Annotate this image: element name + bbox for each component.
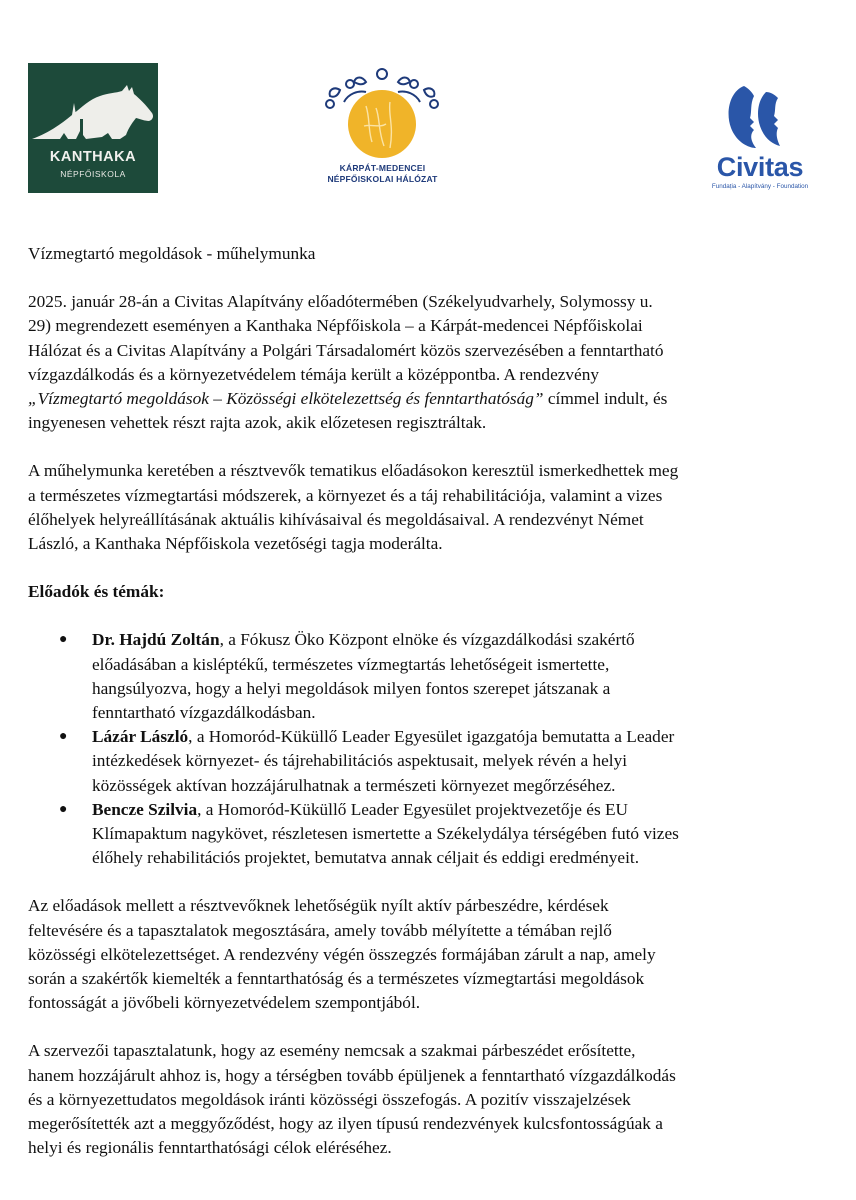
civitas-faces-icon [700, 82, 820, 152]
intro-line: 2025. január 28-án a Civitas Alapítvány előadótermében (Székelyudvarhely, Solymossy u. [28, 292, 653, 312]
closing-line: és a környezettudatos megoldások iránti közösségi összefogás. A pozitív visszajelzések [28, 1089, 631, 1109]
civitas-name: Civitas [716, 152, 804, 182]
speaker-role: , a Fókusz Öko Központ elnöke és vízgazdálkodási szakértő [219, 630, 635, 650]
speaker-first-line [92, 628, 828, 652]
speaker-item [28, 725, 828, 798]
intro-paragraph [28, 290, 828, 435]
intro-line: 29) megrendezett eseményen a Kanthaka Népfőiskola – a Kárpát-medencei Népfőiskolai [28, 316, 643, 336]
civitas-tagline: Fundația - Alapítvány - Foundation [711, 183, 809, 190]
speaker-first-line [92, 798, 828, 822]
workshop-paragraph [28, 459, 828, 556]
speaker-line: intézkedések környezet- és tájrehabilitációs aspektusait, melyek révén a helyi [92, 751, 628, 771]
intro-line [28, 387, 828, 411]
speaker-line: közösségek aktívan hozzájárulhatnak a természeti környezet megőrzéséhez. [92, 775, 616, 795]
discussion-line: Az előadások mellett a résztvevőknek lehetőségük nyílt aktív párbeszédre, kérdések [28, 896, 609, 916]
closing-line: helyi és regionális fenntarthatósági célok eléréséhez. [28, 1138, 392, 1158]
speaker-first-line [92, 725, 828, 749]
civitas-logo [700, 82, 820, 197]
karpat-line2: NÉPFŐISKOLAI HÁLÓZAT [327, 174, 438, 184]
speaker-item [28, 798, 828, 871]
speaker-line: hangsúlyozva, hogy a helyi megoldások milyen fontos szerepet játszanak a [92, 678, 611, 698]
event-title-quote: „Vízmegtartó megoldások – Közösségi elkötelezettség és fenntarthatóság” [28, 389, 544, 409]
closing-line: A szervezői tapasztalatunk, hogy az esemény nemcsak a szakmai párbeszédet erősítette, [28, 1041, 636, 1061]
discussion-line: közösségi elkötelezettséget. A rendezvény végén összegzés formájában zárult a nap, amely [28, 944, 656, 964]
speakers-list [28, 628, 828, 870]
karpat-line1: KÁRPÁT-MEDENCEI [339, 163, 426, 173]
intro-line: ingyenesen vehettek részt rajta azok, akik előzetesen regisztráltak. [28, 413, 487, 433]
speaker-line: előadásában a kisléptékű, természetes vízmegtartás lehetőségeit ismertette, [92, 654, 610, 674]
intro-line: Hálózat és a Civitas Alapítvány a Polgári Társadalomért közös szervezésében a fenntartható [28, 340, 664, 360]
kanthaka-subtitle: NÉPFŐISKOLA [60, 169, 126, 179]
karpat-medencei-logo [310, 62, 455, 192]
discussion-paragraph [28, 894, 828, 1015]
speaker-name: Bencze Szilvia [92, 799, 198, 819]
intro-after-quote: címmel indult, és [543, 389, 668, 409]
speaker-name: Dr. Hajdú Zoltán [92, 630, 220, 650]
speaker-role: , a Homoród-Küküllő Leader Egyesület projektvezetője és EU [197, 799, 629, 819]
bullet-icon: ● [59, 801, 68, 817]
speaker-line: fenntartható vízgazdálkodásban. [92, 703, 316, 723]
document-title: Vízmegtartó megoldások - műhelymunka [28, 244, 316, 263]
closing-line: hanem hozzájárult ahhoz is, hogy a térségben tovább épüljenek a fenntartható vízgazdálkodás [28, 1065, 676, 1085]
workshop-line: László, a Kanthaka Népfőiskola vezetőségi tagja moderálta. [28, 534, 443, 554]
kanthaka-name: KANTHAKA [49, 149, 137, 165]
bullet-icon: ● [59, 729, 68, 745]
discussion-line: során a szakértők kiemelték a fenntarthatóság és a természetes vízmegtartási megoldások [28, 969, 645, 989]
speaker-name: Lázár László [92, 727, 189, 747]
kanthaka-logo [28, 63, 158, 193]
speaker-role: , a Homoród-Küküllő Leader Egyesület igazgatója bemutatta a Leader [188, 727, 675, 747]
intro-line: vízgazdálkodás és a környezetvédelem témája került a középpontba. A rendezvény [28, 364, 599, 384]
closing-paragraph [28, 1039, 828, 1160]
workshop-line: A műhelymunka keretében a résztvevők tematikus előadásokon keresztül ismerkedhettek meg [28, 461, 679, 481]
speakers-heading: Előadók és témák: [28, 582, 165, 602]
closing-line: megerősítették azt a meggyőződést, hogy az ilyen típusú rendezvények kulcsfontosságúak a [28, 1114, 663, 1134]
speaker-item [28, 628, 828, 725]
document-body [28, 242, 828, 1185]
workshop-line: élőhelyek helyreállításának aktuális kihívásaival és megoldásaival. A rendezvényt Német [28, 509, 644, 529]
folk-ornament-icon [310, 62, 455, 162]
workshop-line: a természetes vízmegtartási módszerek, a környezet és a táj rehabilitációja, valamint a vizes [28, 485, 663, 505]
discussion-line: feltevésére és a tapasztalatok megosztására, amely tovább mélyítette a témában rejlő [28, 920, 612, 940]
bullet-icon: ● [59, 632, 68, 648]
speaker-line: élőhely rehabilitációs projektet, bemutatva annak céljait és eddigi eredményeit. [92, 848, 640, 868]
speaker-line: Klímapaktum nagykövet, részletesen ismertette a Székelydálya térségében futó vizes [92, 824, 679, 844]
discussion-line: fontosságát a jövőbeli környezetvédelem szempontjából. [28, 993, 421, 1013]
